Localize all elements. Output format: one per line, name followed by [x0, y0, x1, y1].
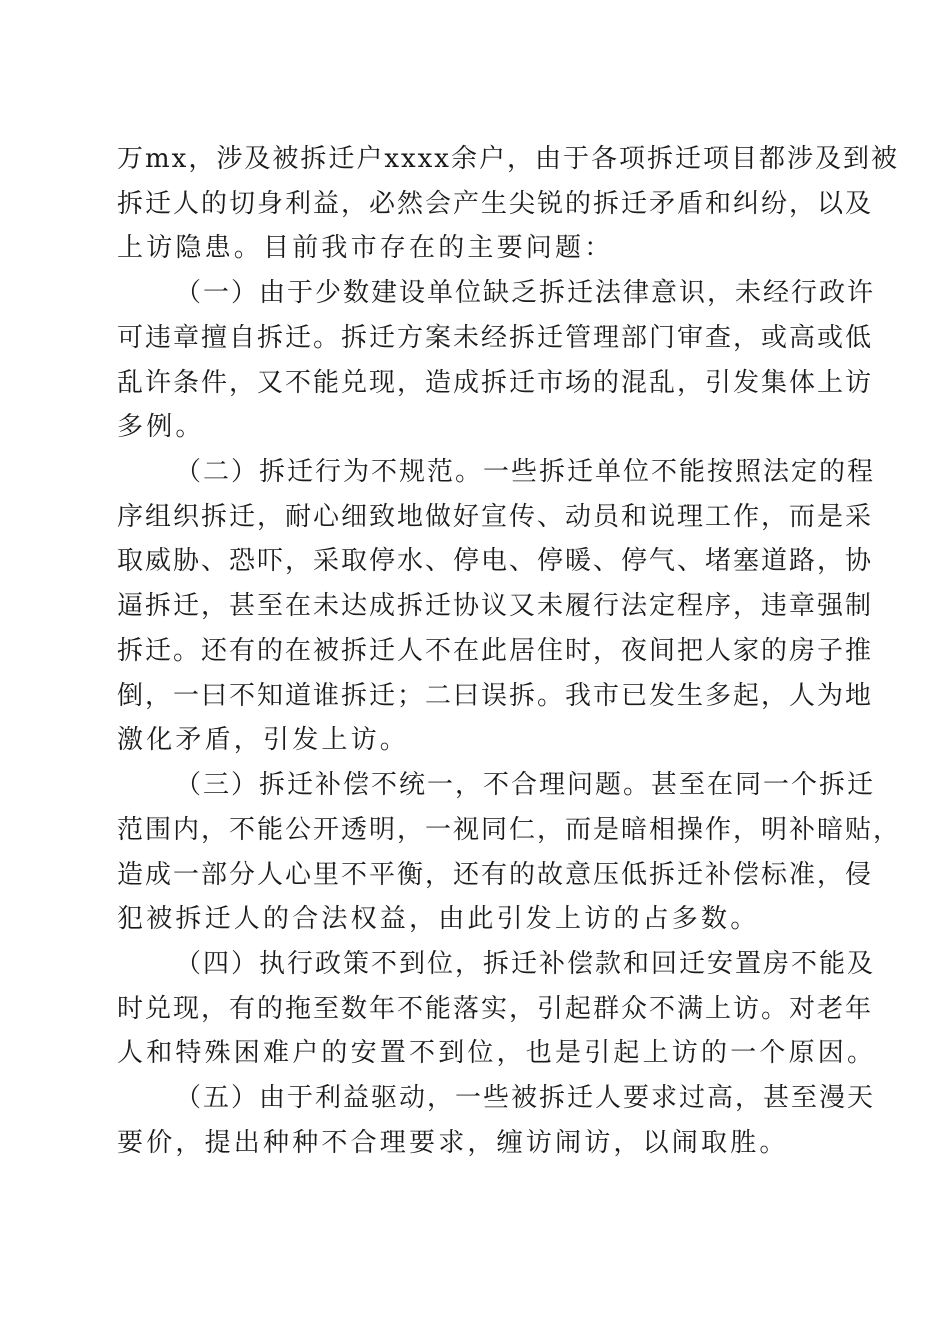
- text-line: 拆迁人的切身利益，必然会产生尖锐的拆迁矛盾和纠纷，以及: [117, 188, 874, 219]
- text-line: 可违章擅自拆迁。拆迁方案未经拆迁管理部门审查，或高或低: [117, 322, 874, 353]
- body-text: [117, 137, 902, 1166]
- text-line: 取威胁、恐吓，采取停水、停电、停暖、停气、堵塞道路，协: [117, 546, 874, 577]
- text-line: （二）拆迁行为不规范。一些拆迁单位不能按照法定的程: [175, 457, 876, 488]
- text-line: 拆迁。还有的在被拆迁人不在此居住时，夜间把人家的房子推: [117, 635, 874, 666]
- text-line: 乱许条件，又不能兑现，造成拆迁市场的混乱，引发集体上访: [117, 367, 874, 398]
- text-line: （三）拆迁补偿不统一，不合理问题。甚至在同一个拆迁: [175, 770, 876, 801]
- text-line: 逼拆迁，甚至在未达成拆迁协议又未履行法定程序，违章强制: [117, 591, 874, 622]
- text-line: 范围内，不能公开透明，一视同仁，而是暗相操作，明补暗贴，: [117, 814, 902, 845]
- paragraph-item-4: [117, 942, 877, 1076]
- text-line: （一）由于少数建设单位缺乏拆迁法律意识，未经行政许: [175, 278, 876, 309]
- paragraph-item-2: [117, 450, 876, 763]
- text-line: 犯被拆迁人的合法权益，由此引发上访的占多数。: [117, 904, 760, 935]
- text-line: 时兑现，有的拖至数年不能落实，引起群众不满上访。对老年: [117, 993, 874, 1024]
- text-line: 万mx，涉及被拆迁户xxxx余户，由于各项拆迁项目都涉及到被: [117, 144, 899, 174]
- text-line: 序组织拆迁，耐心细致地做好宣传、动员和说理工作，而是采: [117, 501, 874, 532]
- text-line: 激化矛盾，引发上访。: [117, 725, 410, 756]
- text-line: 上访隐患。目前我市存在的主要问题：: [117, 233, 614, 264]
- text-line: （五）由于利益驱动，一些被拆迁人要求过高，甚至漫天: [175, 1083, 876, 1114]
- text-line: 人和特殊困难户的安置不到位，也是引起上访的一个原因。: [117, 1038, 877, 1069]
- paragraph-item-1: [117, 271, 876, 450]
- text-line: 造成一部分人心里不平衡，还有的故意压低拆迁补偿标准，侵: [117, 859, 874, 890]
- text-line: 多例。: [117, 412, 205, 443]
- text-line: （四）执行政策不到位，拆迁补偿款和回迁安置房不能及: [175, 948, 876, 979]
- paragraph-item-5: [117, 1076, 876, 1165]
- text-line: 倒，一曰不知道谁拆迁；二曰误拆。我市已发生多起，人为地: [117, 680, 874, 711]
- text-line: 要价，提出种种不合理要求，缠访闹访，以闹取胜。: [117, 1127, 789, 1158]
- paragraph-item-3: [117, 763, 902, 942]
- paragraph-intro: [117, 137, 899, 271]
